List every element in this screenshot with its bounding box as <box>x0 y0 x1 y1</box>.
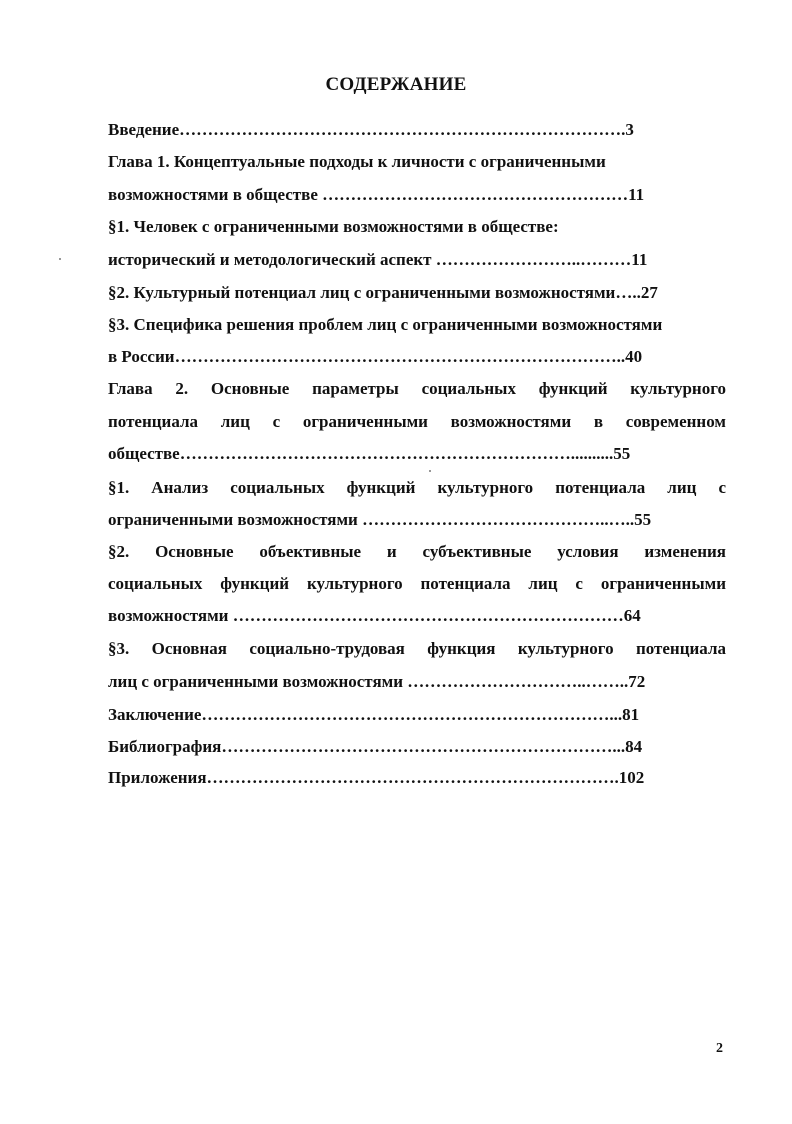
toc-line-chapter2-cont: потенциала лиц с ограниченными возможностями в современном <box>108 412 726 431</box>
toc-line-ch2-s3-cont: лиц с ограниченными возможностями …………………………..……..72 <box>108 672 646 691</box>
toc-line-ch1-s1-cont: исторический и методологический аспект ……………………..………11 <box>108 250 648 269</box>
toc-line-ch2-s1-cont: ограниченными возможностями ……………………………………..…..55 <box>108 510 652 529</box>
scan-speck <box>59 258 61 260</box>
toc-line-chapter1: Глава 1. Концептуальные подходы к личности с ограниченными <box>108 152 606 171</box>
toc-line-conclusion: Заключение………………………………………………………………...81 <box>108 705 640 724</box>
toc-line-chapter2-end: обществе……………………………………………………………..........55 <box>108 444 631 463</box>
toc-line-ch1-s3: §3. Специфика решения проблем лиц с ограниченными возможностями <box>108 315 663 334</box>
toc-line-chapter1-cont: возможностями в обществе ………………………………………………11 <box>108 185 645 204</box>
page-title: СОДЕРЖАНИЕ <box>325 74 467 95</box>
toc-line-ch2-s2-end: возможностями ……………………………………………………………64 <box>108 606 641 625</box>
toc-line-introduction: Введение…………………………………………………………………….3 <box>108 120 634 139</box>
scan-speck <box>429 470 431 472</box>
toc-line-bibliography: Библиография……………………………………………………………...84 <box>108 737 643 756</box>
toc-line-ch2-s2: §2. Основные объективные и субъективные условия изменения <box>108 542 726 561</box>
toc-line-ch1-s3-cont: в России……………………………………………………………………..40 <box>108 347 643 366</box>
toc-line-ch2-s3: §3. Основная социально-трудовая функция культурного потенциала <box>108 639 726 658</box>
page-number: 2 <box>716 1041 723 1056</box>
toc-line-appendices: Приложения……………………………………………………………….102 <box>108 768 645 787</box>
toc-line-ch1-s1: §1. Человек с ограниченными возможностями в обществе: <box>108 217 559 236</box>
toc-line-ch1-s2: §2. Культурный потенциал лиц с ограниченными возможностями…..27 <box>108 283 658 302</box>
toc-line-ch2-s1: §1. Анализ социальных функций культурного потенциала лиц с <box>108 478 726 497</box>
toc-line-ch2-s2-cont: социальных функций культурного потенциала лиц с ограниченными <box>108 574 726 593</box>
toc-line-chapter2: Глава 2. Основные параметры социальных функций культурного <box>108 379 726 398</box>
